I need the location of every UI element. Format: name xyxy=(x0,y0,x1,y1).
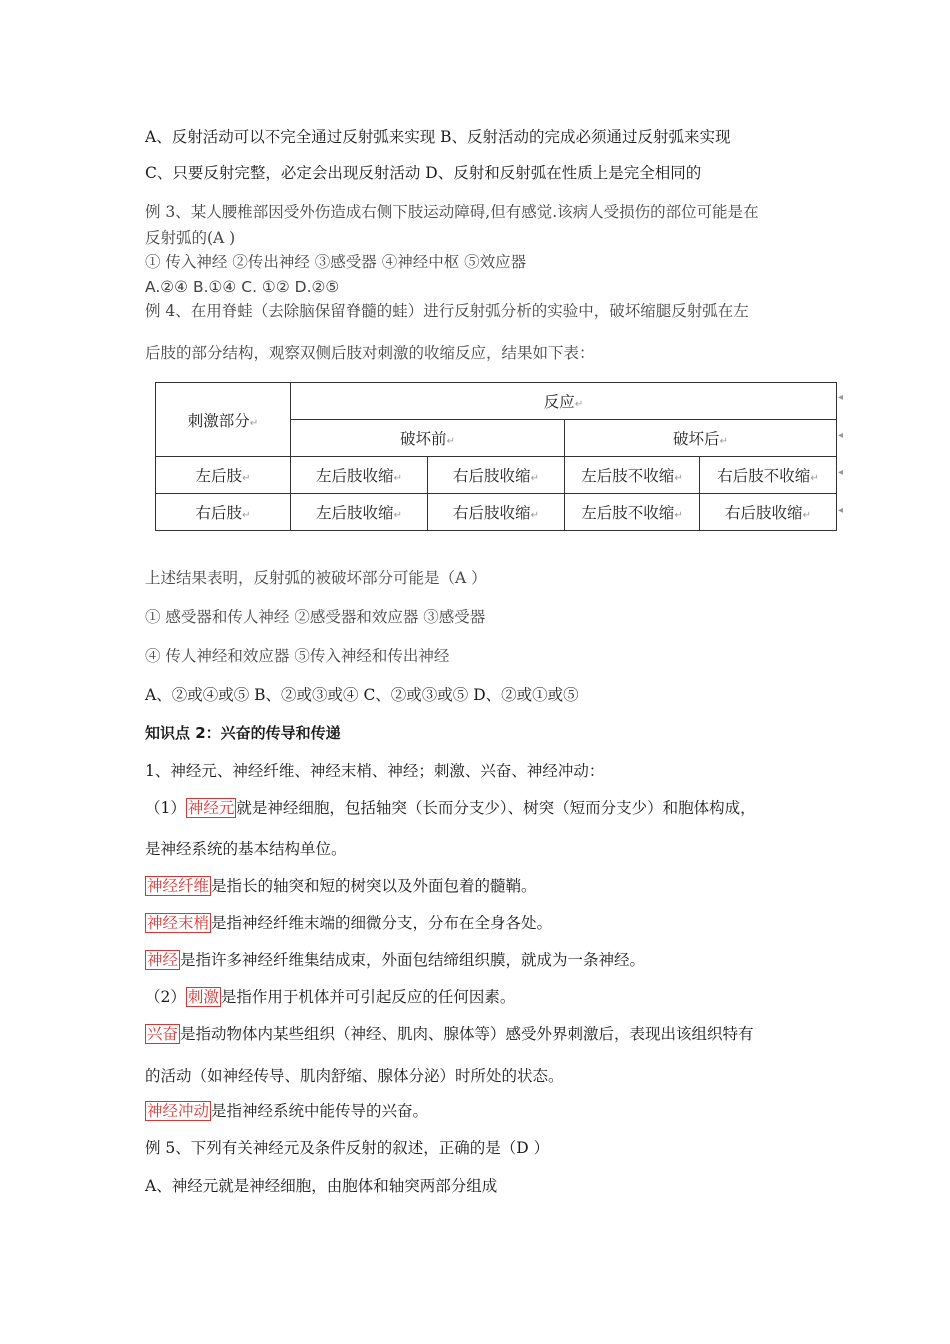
row-end-mark: ◂ xyxy=(838,467,844,478)
example-3-question: 例 3、某人腰椎部因受外伤造成右侧下肢运动障碍,但有感觉.该病人受损伤的部位可能是在 xyxy=(145,203,759,221)
header-response: 反应↵ xyxy=(291,383,837,420)
example-3-question-cont: 反射弧的(A ) xyxy=(145,229,236,247)
table-cell: 左后肢↵ xyxy=(156,457,291,494)
table-cell: 左后肢不收缩↵ xyxy=(565,457,700,494)
definition-excitation: 兴奋 是指动物体内某些组织（神经、肌肉、腺体等）感受外界刺激后，表现出该组织特有 xyxy=(147,1025,754,1043)
example-3-items: ① 传入神经 ②传出神经 ③感受器 ④神经中枢 ⑤效应器 xyxy=(145,253,527,271)
definition-nerve-ending: 神经末梢 是指神经纤维末端的细微分支，分布在全身各处。 xyxy=(147,914,553,932)
definition-stimulus: （2） 刺激 是指作用于机体并可引起反应的任何因素。 xyxy=(145,988,516,1006)
example-4-question-cont: 后肢的部分结构，观察双侧后肢对刺激的收缩反应，结果如下表： xyxy=(145,344,595,362)
row-end-mark: ◂ xyxy=(838,430,844,441)
option-items-1: ① 感受器和传人神经 ②感受器和效应器 ③感受器 xyxy=(145,608,486,626)
experiment-table xyxy=(155,382,837,531)
example-3-answers: A.②④ B.①④ C. ①② D.②⑤ xyxy=(145,278,340,296)
concept-list: 1、神经元、神经纤维、神经末梢、神经；刺激、兴奋、神经冲动： xyxy=(145,762,605,780)
term-highlight: 神经冲动 xyxy=(147,1102,210,1120)
option-items-2: ④ 传人神经和效应器 ⑤传入神经和传出神经 xyxy=(145,647,450,665)
answer-choices: A、②或④或⑤ B、②或③或④ C、②或③或⑤ D、②或①或⑤ xyxy=(145,686,579,704)
term-highlight: 神经元 xyxy=(187,799,235,817)
option-line-cd: C、只要反射完整，必定会出现反射活动 D、反射和反射弧在性质上是完全相同的 xyxy=(145,164,702,182)
table-cell: 右后肢不收缩↵ xyxy=(700,457,837,494)
table-cell: 左后肢收缩↵ xyxy=(291,494,428,531)
term-highlight: 刺激 xyxy=(187,988,219,1006)
table-cell: 左后肢不收缩↵ xyxy=(565,494,700,531)
table-row xyxy=(156,457,837,494)
example-4-question: 例 4、在用脊蛙（去除脑保留脊髓的蛙）进行反射弧分析的实验中，破坏缩腿反射弧在左 xyxy=(145,302,749,320)
header-stimulus: 刺激部分↵ xyxy=(156,383,291,457)
row-end-mark: ◂ xyxy=(838,392,844,403)
term-highlight: 神经末梢 xyxy=(147,914,210,932)
definition-nerve-impulse: 神经冲动 是指神经系统中能传导的兴奋。 xyxy=(147,1102,429,1120)
option-line-ab: A、反射活动可以不完全通过反射弧来实现 B、反射活动的完成必须通过反射弧来实现 xyxy=(145,128,731,146)
result-statement: 上述结果表明，反射弧的被破坏部分可能是（A ） xyxy=(145,569,487,587)
table-cell: 右后肢收缩↵ xyxy=(428,494,565,531)
term-highlight: 神经纤维 xyxy=(147,877,210,895)
term-highlight: 神经 xyxy=(147,951,179,969)
header-after: 破坏后↵ xyxy=(565,420,837,457)
definition-excitation-cont: 的活动（如神经传导、肌肉舒缩、腺体分泌）时所处的状态。 xyxy=(145,1067,564,1085)
table-cell: 右后肢↵ xyxy=(156,494,291,531)
example-5-question: 例 5、下列有关神经元及条件反射的叙述，正确的是（D ） xyxy=(145,1139,550,1157)
definition-nerve: 神经 是指许多神经纤维集结成束，外面包结缔组织膜，就成为一条神经。 xyxy=(147,951,646,969)
table-cell: 左后肢收缩↵ xyxy=(291,457,428,494)
definition-neuron-cont: 是神经系统的基本结构单位。 xyxy=(145,840,347,858)
table-cell: 右后肢收缩↵ xyxy=(428,457,565,494)
knowledge-point-heading: 知识点 2：兴奋的传导和传递 xyxy=(145,724,341,742)
definition-nerve-fiber: 神经纤维 是指长的轴突和短的树突以及外面包着的髓鞘。 xyxy=(147,877,537,895)
term-highlight: 兴奋 xyxy=(147,1025,179,1043)
header-before: 破坏前↵ xyxy=(291,420,565,457)
table-row xyxy=(156,494,837,531)
definition-neuron: （1） 神经元 就是神经细胞，包括轴突（长而分支少）、树突（短而分支少）和胞体构成， xyxy=(145,799,756,817)
table-cell: 右后肢收缩↵ xyxy=(700,494,837,531)
row-end-mark: ◂ xyxy=(838,505,844,516)
example-5-option-a: A、神经元就是神经细胞，由胞体和轴突两部分组成 xyxy=(145,1177,498,1195)
